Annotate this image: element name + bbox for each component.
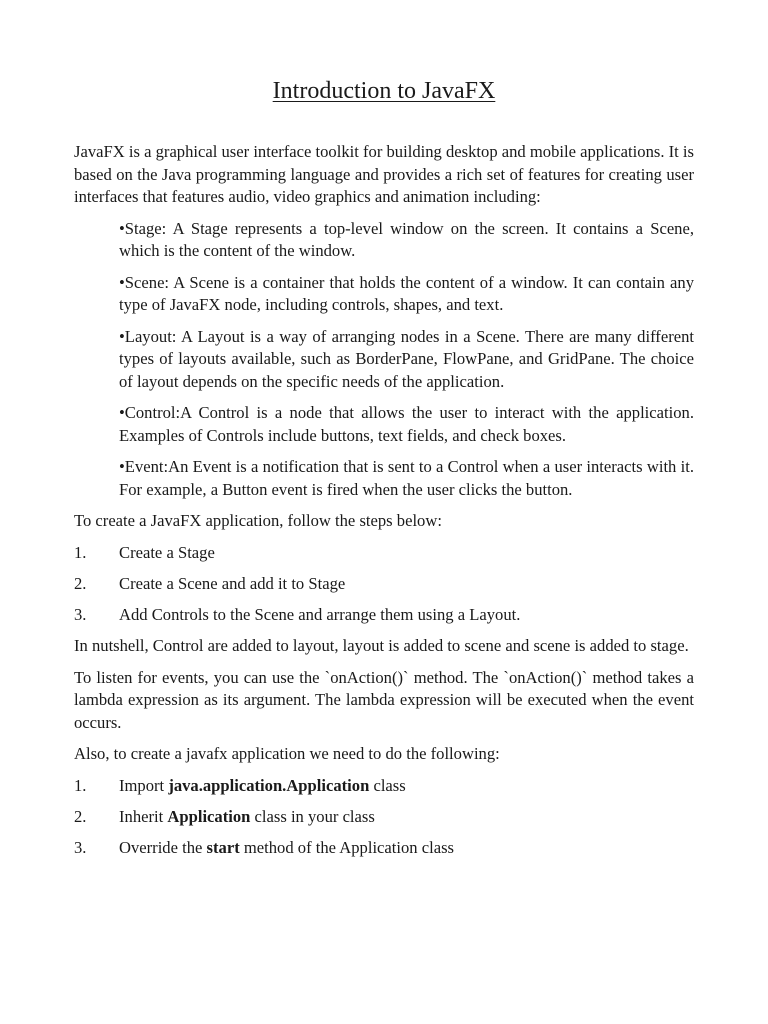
step-text: Create a Scene and add it to Stage <box>119 573 346 593</box>
step-number: 1. <box>74 542 87 562</box>
document-body <box>74 141 694 868</box>
list-item <box>74 542 694 565</box>
step-text: Import java.application.Application class <box>119 775 406 795</box>
list-item <box>74 775 694 798</box>
list-item: •Scene: A Scene is a container that holds the content of a window. It can contain any type of JavaFX node, including controls, shapes, and text. <box>119 272 694 314</box>
list-item: •Stage: A Stage represents a top-level window on the screen. It contains a Scene, which is the content of the window. <box>119 218 694 260</box>
list-item <box>74 573 694 596</box>
list-item <box>74 837 694 860</box>
also-intro: Also, to create a javafx application we need to do the following: <box>74 744 500 763</box>
step-text: Override the start method of the Application class <box>119 837 455 857</box>
class-name: Application <box>167 806 251 826</box>
list-item: •Layout: A Layout is a way of arranging nodes in a Scene. There are many different types of layouts available, such as BorderPane, FlowPane, and GridPane. The choice of layout depends on the specific needs of the application. <box>119 326 694 391</box>
step-number: 3. <box>74 604 87 624</box>
method-name: start <box>206 837 240 857</box>
list-item: •Control:A Control is a node that allows the user to interact with the application. Examples of Controls include buttons, text fields, and check boxes. <box>119 403 694 445</box>
steps-list <box>74 542 694 627</box>
page-title: Introduction to JavaFX <box>272 78 496 104</box>
concept-list <box>119 218 694 502</box>
step-number: 2. <box>74 806 87 826</box>
nutshell-paragraph: In nutshell, Control are added to layout, layout is added to scene and scene is added to stage. <box>74 636 689 655</box>
list-item <box>74 806 694 829</box>
list-item: •Event:An Event is a notification that is sent to a Control when a user interacts with it. For example, a Button event is fired when the user clicks the button. <box>119 457 694 499</box>
step-number: 3. <box>74 837 87 857</box>
events-paragraph: To listen for events, you can use the `onAction()` method. The `onAction()` method takes a lambda expression as its argument. The lambda expression will be executed when the event occurs. <box>74 667 694 732</box>
class-name: java.application.Application <box>168 775 370 795</box>
app-steps-list <box>74 775 694 860</box>
list-item <box>74 604 694 627</box>
steps-intro: To create a JavaFX application, follow the steps below: <box>74 511 442 530</box>
step-number: 2. <box>74 573 87 593</box>
step-text: Create a Stage <box>119 542 215 562</box>
step-text: Add Controls to the Scene and arrange them using a Layout. <box>119 604 521 624</box>
step-number: 1. <box>74 775 87 795</box>
intro-paragraph: JavaFX is a graphical user interface toolkit for building desktop and mobile applications. It is based on the Java programming language and provides a rich set of features for creating user interfaces that features audio, video graphics and animation including: <box>74 142 694 206</box>
step-text: Inherit Application class in your class <box>119 806 375 826</box>
